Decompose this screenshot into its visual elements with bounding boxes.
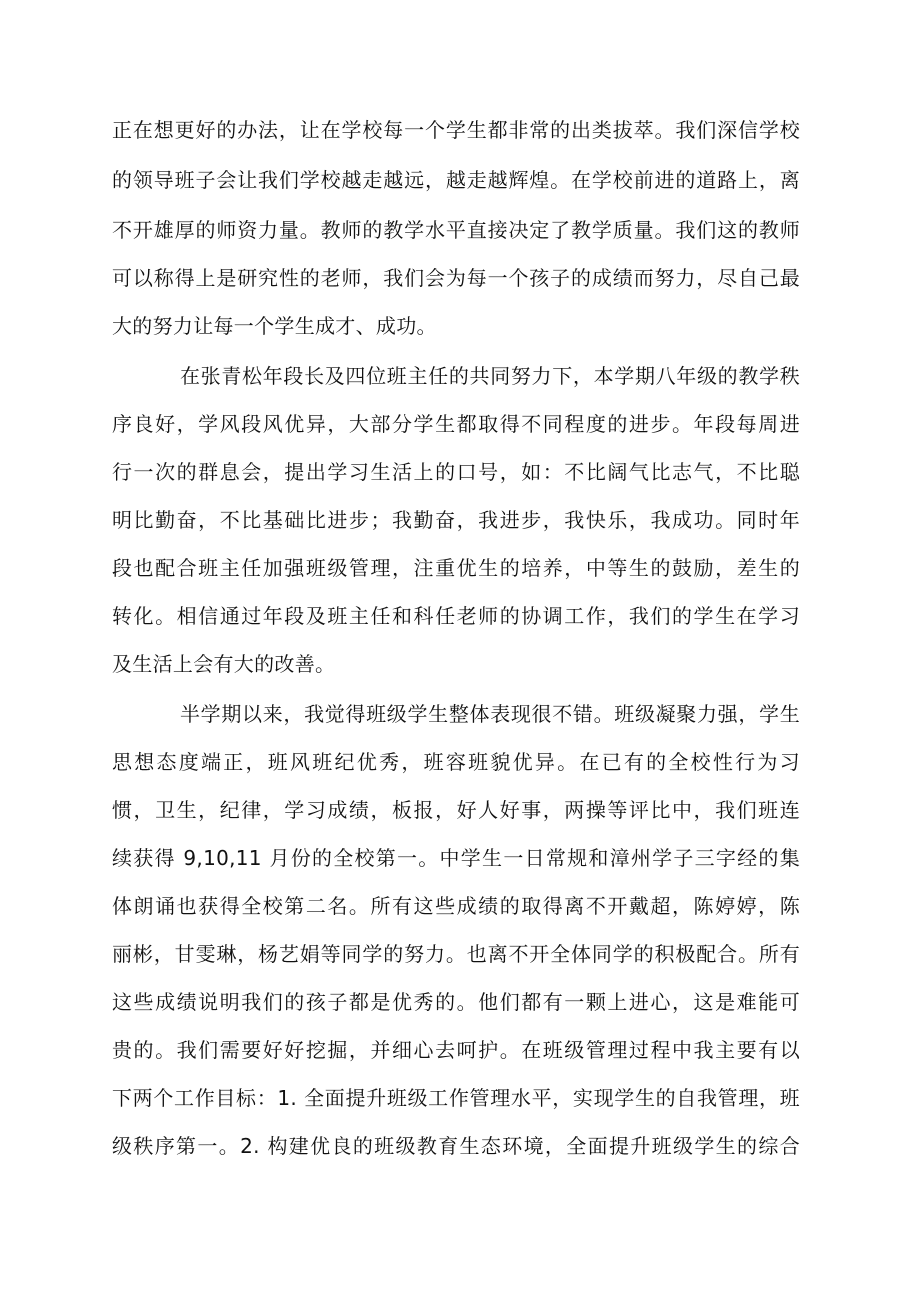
paragraph-3-line-9: 下两个工作目标：1. 全面提升班级工作管理水平，实现学生的自我管理，班 — [112, 1086, 800, 1110]
paragraph-1-line-5: 大的努力让每一个学生成才、成功。 — [112, 314, 437, 338]
paragraph-2-line-6: 转化。相信通过年段及班主任和科任老师的协调工作，我们的学生在学习 — [112, 604, 800, 628]
paragraph-2-line-3: 行一次的群息会，提出学习生活上的口号，如：不比阔气比志气，不比聪 — [112, 460, 800, 484]
paragraph-3-line-10: 级秩序第一。2. 构建优良的班级教育生态环境，全面提升班级学生的综合 — [112, 1134, 800, 1158]
paragraph-1-line-2: 的领导班子会让我们学校越走越远，越走越辉煌。在学校前进的道路上，离 — [112, 168, 800, 192]
paragraph-3-line-4: 续获得 9,10,11 月份的全校第一。中学生一日常规和漳州学子三字经的集 — [112, 846, 800, 870]
paragraph-2-line-2: 序良好，学风段风优异，大部分学生都取得不同程度的进步。年段每周进 — [112, 412, 800, 436]
paragraph-1-line-3: 不开雄厚的师资力量。教师的教学水平直接决定了教学质量。我们这的教师 — [112, 218, 800, 242]
paragraph-3-line-8: 贵的。我们需要好好挖掘，并细心去呵护。在班级管理过程中我主要有以 — [112, 1038, 800, 1062]
paragraph-1-line-4: 可以称得上是研究性的老师，我们会为每一个孩子的成绩而努力，尽自己最 — [112, 266, 800, 290]
paragraph-3-line-1: 半学期以来，我觉得班级学生整体表现很不错。班级凝聚力强，学生 — [180, 702, 800, 726]
paragraph-1-line-1: 正在想更好的办法，让在学校每一个学生都非常的出类拔萃。我们深信学校 — [112, 118, 800, 142]
paragraph-2-line-5: 段也配合班主任加强班级管理，注重优生的培养，中等生的鼓励，差生的 — [112, 556, 800, 580]
paragraph-2-line-7: 及生活上会有大的改善。 — [112, 652, 336, 676]
paragraph-2-line-1: 在张青松年段长及四位班主任的共同努力下，本学期八年级的教学秩 — [180, 364, 800, 388]
paragraph-3-line-7: 这些成绩说明我们的孩子都是优秀的。他们都有一颗上进心，这是难能可 — [112, 990, 800, 1014]
paragraph-3-line-3: 惯，卫生，纪律，学习成绩，板报，好人好事，两操等评比中，我们班连 — [112, 798, 800, 822]
paragraph-3-line-2: 思想态度端正，班风班纪优秀，班容班貌优异。在已有的全校性行为习 — [112, 750, 800, 774]
paragraph-3-line-6: 丽彬，甘雯琳，杨艺娟等同学的努力。也离不开全体同学的积极配合。所有 — [112, 942, 800, 966]
paragraph-2-line-4: 明比勤奋，不比基础比进步；我勤奋，我进步，我快乐，我成功。同时年 — [112, 508, 800, 532]
paragraph-3-line-5: 体朗诵也获得全校第二名。所有这些成绩的取得离不开戴超，陈婷婷，陈 — [112, 894, 800, 918]
